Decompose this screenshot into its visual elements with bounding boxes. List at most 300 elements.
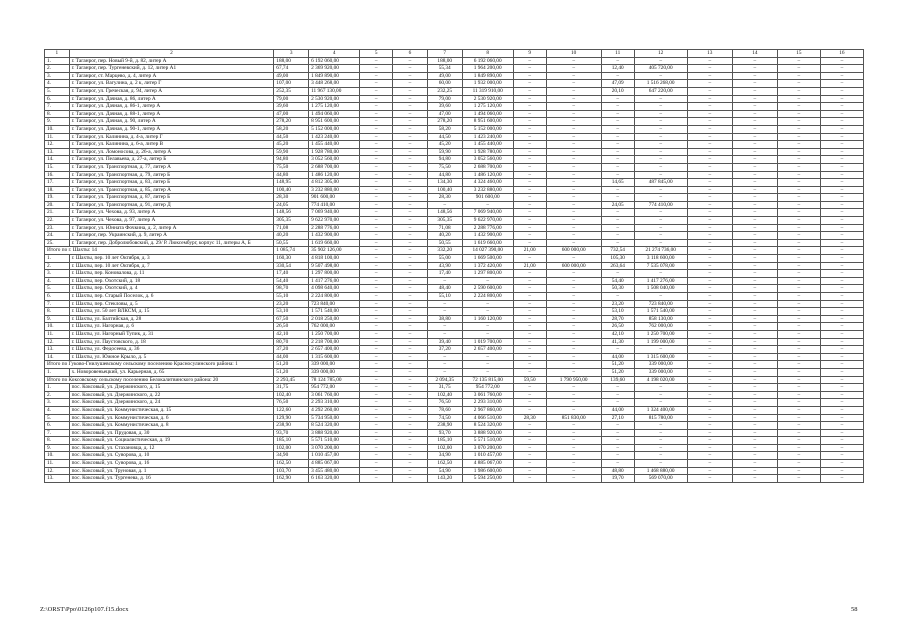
table-cell: – [634, 148, 687, 156]
table-cell: 44,50 [274, 133, 309, 141]
address-cell: г. Шахты, ул. 50 лет ВЛКСМ, д. 15 [69, 308, 274, 316]
table-cell: – [360, 384, 393, 392]
table-cell: 48,40 [427, 285, 462, 293]
address-cell: пос. Коксовый, ул. Дзержинского, д. 22 [69, 391, 274, 399]
table-cell: – [820, 87, 863, 95]
table-cell: 1 494 060,00 [462, 110, 513, 118]
address-cell: пос. Коксовый, ул. Суворова, д. 16 [69, 460, 274, 468]
table-cell: 762 000,00 [309, 323, 360, 331]
table-cell: – [820, 148, 863, 156]
address-cell: г. Таганрог, ул. Калинина, д. 6-а, литер В [69, 141, 274, 149]
table-cell: – [393, 255, 428, 263]
table-cell: 11 319 910,00 [462, 87, 513, 95]
table-cell: 185,10 [274, 437, 309, 445]
table-cell: – [687, 186, 732, 194]
table-cell: – [360, 72, 393, 80]
table-cell: 38,80 [427, 315, 462, 323]
table-cell: 47,09 [601, 80, 634, 88]
table-cell: – [732, 452, 777, 460]
page-number: 58 [851, 606, 858, 613]
table-cell: – [777, 171, 820, 179]
table-cell: – [513, 239, 546, 247]
table-cell: – [546, 293, 601, 301]
table-cell: 17,40 [274, 270, 309, 278]
table-cell: – [820, 475, 863, 483]
table-cell: – [513, 429, 546, 437]
table-cell: – [820, 315, 863, 323]
table-cell: – [393, 368, 428, 376]
table-cell: – [820, 293, 863, 301]
table-cell: 45,20 [427, 141, 462, 149]
table-cell: – [393, 186, 428, 194]
table-cell: – [777, 217, 820, 225]
table-cell: – [732, 315, 777, 323]
table-cell: 162,50 [274, 460, 309, 468]
table-cell: – [687, 368, 732, 376]
row-number: 4. [45, 277, 70, 285]
table-cell: – [393, 315, 428, 323]
table-cell: – [513, 285, 546, 293]
table-cell: – [732, 270, 777, 278]
row-number: 3. [45, 72, 70, 80]
table-cell: – [687, 429, 732, 437]
table-cell: – [634, 293, 687, 301]
table-row [45, 277, 864, 285]
table-cell: – [393, 308, 428, 316]
table-cell: – [777, 429, 820, 437]
table-cell: – [513, 346, 546, 354]
table-cell: 58,20 [427, 125, 462, 133]
table-cell: – [513, 133, 546, 141]
table-cell: 4 885 067,00 [462, 460, 513, 468]
header-cell: 11 [601, 50, 634, 58]
table-cell: 1 986 600,00 [462, 467, 513, 475]
table-cell: – [820, 308, 863, 316]
table-cell: 37,20 [427, 346, 462, 354]
table-cell: 8 951 600,00 [309, 118, 360, 126]
table-cell: – [546, 391, 601, 399]
table-cell: – [393, 194, 428, 202]
table-cell: – [687, 179, 732, 187]
table-cell: – [634, 95, 687, 103]
table-cell: 31,75 [274, 384, 309, 392]
table-cell: – [687, 201, 732, 209]
table-cell: 53,10 [274, 308, 309, 316]
table-cell: 1 928 780,00 [309, 148, 360, 156]
table-cell: 1 432 900,00 [309, 232, 360, 240]
header-cell: 3 [274, 50, 309, 58]
table-cell: – [732, 72, 777, 80]
table-cell: 55,10 [274, 293, 309, 301]
table-cell: – [513, 270, 546, 278]
table-row [45, 300, 864, 308]
table-row [45, 255, 864, 263]
table-cell: – [427, 368, 462, 376]
table-cell: – [732, 186, 777, 194]
table-cell: – [601, 72, 634, 80]
table-cell: 12,40 [601, 65, 634, 73]
table-cell: – [546, 209, 601, 217]
table-row [45, 406, 864, 414]
table-cell: – [687, 422, 732, 430]
table-cell: – [820, 179, 863, 187]
table-cell: 34,90 [274, 452, 309, 460]
address-cell: г. Таганрог, пер. Украинский, д. 9, литер А [69, 232, 274, 240]
table-cell: – [777, 452, 820, 460]
table-cell: – [820, 186, 863, 194]
table-cell: – [687, 467, 732, 475]
table-cell: – [634, 209, 687, 217]
table-cell: 3 070 200,00 [309, 444, 360, 452]
table-cell: 2 688 700,00 [462, 163, 513, 171]
table-cell: – [360, 247, 393, 255]
address-cell: г. Шахты, пер. Стекловы, д. 5 [69, 300, 274, 308]
table-cell: – [360, 262, 393, 270]
table-cell: – [777, 224, 820, 232]
table-cell: 1 571 540,00 [634, 308, 687, 316]
address-cell: г. Таганрог, ул. Транспортная, д. 83, литер Б [69, 179, 274, 187]
row-number: 18. [45, 186, 70, 194]
row-number: 21. [45, 209, 70, 217]
table-row [45, 65, 864, 73]
table-cell: – [546, 399, 601, 407]
table-cell: – [820, 384, 863, 392]
table-cell: – [513, 95, 546, 103]
table-cell: – [360, 232, 393, 240]
header-cell: 13 [687, 50, 732, 58]
table-cell: – [687, 103, 732, 111]
table-cell: – [820, 277, 863, 285]
table-cell: 2 967 860,00 [462, 406, 513, 414]
address-cell: г. Шахты, ул. Паустовского, д. 18 [69, 338, 274, 346]
table-cell: – [687, 194, 732, 202]
table-cell: – [732, 353, 777, 361]
table-cell: – [360, 163, 393, 171]
row-number: 9. [45, 444, 70, 452]
table-cell: 5 152 000,00 [462, 125, 513, 133]
table-cell: – [687, 217, 732, 225]
table-cell: 238,90 [427, 422, 462, 430]
table-cell: – [777, 232, 820, 240]
subtotal-row [45, 376, 864, 384]
row-number: 12. [45, 338, 70, 346]
table-cell: – [360, 201, 393, 209]
table-cell: – [634, 133, 687, 141]
table-cell: 60,00 [427, 80, 462, 88]
table-cell: – [687, 262, 732, 270]
table-cell: – [513, 156, 546, 164]
table-cell: – [732, 429, 777, 437]
table-cell: – [820, 133, 863, 141]
row-number: 7. [45, 103, 70, 111]
table-cell: – [513, 255, 546, 263]
table-cell: – [820, 346, 863, 354]
table-cell: 7 535 078,00 [634, 262, 687, 270]
table-cell: – [360, 171, 393, 179]
table-cell: 1 315 600,00 [309, 353, 360, 361]
table-cell: 71,08 [427, 224, 462, 232]
table-cell: 55,10 [427, 293, 462, 301]
row-number: 2. [45, 391, 70, 399]
table-cell: 5 571 510,00 [309, 437, 360, 445]
table-cell: 1 508 040,00 [634, 285, 687, 293]
table-cell: – [546, 224, 601, 232]
table-cell: 59,50 [513, 376, 546, 384]
table-cell: 6 192 060,00 [309, 57, 360, 65]
table-cell: – [462, 330, 513, 338]
table-cell: – [732, 330, 777, 338]
table-cell: – [546, 422, 601, 430]
table-cell: – [601, 224, 634, 232]
table-cell: 2 224 800,00 [462, 293, 513, 301]
table-cell: 5 594 250,00 [462, 475, 513, 483]
row-number: 8. [45, 308, 70, 316]
table-row [45, 141, 864, 149]
table-cell: – [393, 353, 428, 361]
table-cell: – [427, 277, 462, 285]
table-cell: – [732, 57, 777, 65]
row-number: 1. [45, 57, 70, 65]
table-cell: – [393, 384, 428, 392]
table-cell: – [360, 406, 393, 414]
table-cell: – [687, 125, 732, 133]
address-cell: г. Шахты, пер. Охотский, д. 18 [69, 277, 274, 285]
table-cell: 600 000,00 [546, 247, 601, 255]
table-cell: – [393, 103, 428, 111]
table-cell: 851 830,00 [546, 414, 601, 422]
table-cell: – [687, 87, 732, 95]
table-cell: – [732, 376, 777, 384]
table-cell: – [732, 239, 777, 247]
table-row [45, 323, 864, 331]
table-cell: 51,20 [601, 361, 634, 369]
table-cell: – [687, 330, 732, 338]
address-cell: г. Шахты, пер. 10 лет Октября, д. 3 [69, 255, 274, 263]
table-cell: – [427, 308, 462, 316]
table-cell: 80,70 [274, 338, 309, 346]
table-cell: – [777, 315, 820, 323]
table-cell: – [546, 232, 601, 240]
row-number: 19. [45, 194, 70, 202]
table-cell: 1 849 890,00 [309, 72, 360, 80]
table-cell: – [687, 247, 732, 255]
table-cell: 59,90 [427, 148, 462, 156]
table-cell: 75,50 [427, 163, 462, 171]
table-cell: – [777, 467, 820, 475]
table-row [45, 338, 864, 346]
row-number: 24. [45, 232, 70, 240]
table-row [45, 87, 864, 95]
table-cell: 901 600,00 [462, 194, 513, 202]
table-cell: – [687, 72, 732, 80]
table-cell: 23,20 [601, 300, 634, 308]
table-cell: 252,35 [274, 87, 309, 95]
table-cell: – [777, 300, 820, 308]
table-row [45, 429, 864, 437]
table-cell: – [393, 247, 428, 255]
row-number: 6. [45, 95, 70, 103]
table-cell: – [777, 186, 820, 194]
table-cell: – [393, 209, 428, 217]
table-row [45, 186, 864, 194]
table-cell: – [601, 133, 634, 141]
table-cell: – [360, 95, 393, 103]
table-cell: 263,64 [601, 262, 634, 270]
table-cell: 40,20 [427, 232, 462, 240]
table-cell: – [360, 224, 393, 232]
row-number: 5. [45, 87, 70, 95]
table-cell: – [732, 300, 777, 308]
address-cell: г. Таганрог, ул. Транспортная, д. 87, литер Б [69, 194, 274, 202]
table-cell: – [634, 346, 687, 354]
table-row [45, 444, 864, 452]
table-cell: 8 951 600,00 [462, 118, 513, 126]
table-cell: 28,30 [274, 194, 309, 202]
table-cell: 100,40 [274, 186, 309, 194]
table-row [45, 270, 864, 278]
row-number: 14. [45, 156, 70, 164]
table-cell: – [820, 406, 863, 414]
address-cell: пос. Коксовый, ул. Дзержинского, д. 15 [69, 384, 274, 392]
table-cell: – [634, 57, 687, 65]
table-cell: – [777, 156, 820, 164]
table-cell: – [820, 118, 863, 126]
table-cell: – [687, 460, 732, 468]
table-cell: – [393, 361, 428, 369]
table-cell: – [601, 422, 634, 430]
table-cell: – [687, 315, 732, 323]
table-cell: – [546, 110, 601, 118]
table-cell: – [820, 65, 863, 73]
table-cell: 3 061 760,00 [309, 391, 360, 399]
table-cell: – [687, 95, 732, 103]
table-cell: – [546, 467, 601, 475]
table-cell: – [513, 330, 546, 338]
table-cell: – [634, 186, 687, 194]
row-number: 25. [45, 239, 70, 247]
table-cell: 143,20 [427, 475, 462, 483]
row-number: 8. [45, 437, 70, 445]
table-cell: – [687, 277, 732, 285]
table-cell: 188,00 [427, 57, 462, 65]
table-cell: 19,70 [601, 475, 634, 483]
table-cell: – [513, 315, 546, 323]
table-cell: – [513, 293, 546, 301]
table-cell: 28,30 [513, 414, 546, 422]
table-cell: – [732, 346, 777, 354]
table-cell: – [360, 437, 393, 445]
table-cell: – [601, 118, 634, 126]
table-cell: – [393, 80, 428, 88]
table-cell: – [820, 353, 863, 361]
address-cell: пос. Коксовый, ул. Коммунистическая, д. 6 [69, 414, 274, 422]
table-cell: – [732, 65, 777, 73]
table-cell: – [462, 308, 513, 316]
table-cell: – [393, 376, 428, 384]
table-cell: 35 902 126,00 [309, 247, 360, 255]
table-row [45, 346, 864, 354]
table-cell: 129,90 [274, 414, 309, 422]
table-row [45, 460, 864, 468]
table-cell: – [513, 125, 546, 133]
header-row [45, 50, 864, 58]
table-cell: – [777, 293, 820, 301]
table-cell: – [687, 444, 732, 452]
table-cell: – [732, 209, 777, 217]
table-cell: – [634, 444, 687, 452]
table-cell: – [732, 87, 777, 95]
table-cell: – [546, 338, 601, 346]
address-cell: х. Новоровеньецкий, ул. Карьерная, д. 65 [69, 368, 274, 376]
table-cell: 3 232 880,00 [309, 186, 360, 194]
table-cell: – [360, 103, 393, 111]
table-cell: – [393, 217, 428, 225]
table-cell: – [777, 460, 820, 468]
table-cell: – [777, 57, 820, 65]
table-cell: 2 288 776,00 [462, 224, 513, 232]
address-cell: г. Таганрог, пер. Новый 9-й, д. 82, литер А [69, 57, 274, 65]
table-cell: 4 812 305,00 [309, 179, 360, 187]
header-cell: 4 [309, 50, 360, 58]
table-cell: 28,30 [427, 194, 462, 202]
table-cell: – [687, 391, 732, 399]
table-cell: – [732, 80, 777, 88]
table-cell: 3 232 880,00 [462, 186, 513, 194]
table-cell: – [732, 422, 777, 430]
table-cell: – [732, 255, 777, 263]
table-row [45, 422, 864, 430]
table-cell: – [732, 262, 777, 270]
table-cell: – [513, 444, 546, 452]
table-cell: 102,40 [274, 391, 309, 399]
table-cell: 49,00 [274, 72, 309, 80]
table-row [45, 194, 864, 202]
table-cell: 44,00 [601, 406, 634, 414]
table-cell: 21,00 [513, 262, 546, 270]
table-cell: 93,70 [274, 429, 309, 437]
table-cell: – [546, 353, 601, 361]
address-cell: г. Шахты, ул. Южное Крыло, д. 5 [69, 353, 274, 361]
table-cell: – [687, 376, 732, 384]
table-cell: – [546, 65, 601, 73]
table-cell: – [360, 293, 393, 301]
table-cell: 1 275 120,00 [309, 103, 360, 111]
table-cell: 2 657 400,00 [309, 346, 360, 354]
table-cell: – [687, 156, 732, 164]
table-cell: 148,95 [274, 179, 309, 187]
row-number: 13. [45, 346, 70, 354]
table-cell: – [360, 141, 393, 149]
table-cell: – [820, 232, 863, 240]
table-cell: 332,20 [427, 247, 462, 255]
table-cell: – [546, 201, 601, 209]
address-cell: г. Таганрог, ул. Чехова, д. 93, литер А [69, 209, 274, 217]
address-cell: г. Таганрог, пер. Тургеневский, д. 12, литер А1 [69, 65, 274, 73]
address-cell: г. Таганрог, ул. Дачная, д. 90-1, литер А [69, 125, 274, 133]
address-cell: г. Таганрог, ул. Вагулина, д. 2 к, литер Г [69, 80, 274, 88]
table-cell: 39,60 [427, 103, 462, 111]
table-cell: – [687, 300, 732, 308]
table-cell: 8 524 320,00 [309, 422, 360, 430]
table-cell: – [546, 133, 601, 141]
address-cell: пос. Коксовый, ул. Социалистическая, д. 19 [69, 437, 274, 445]
table-cell: – [360, 361, 393, 369]
table-row [45, 57, 864, 65]
table-cell: 59,90 [274, 148, 309, 156]
address-cell: пос. Коксовый, ул. Стахановца, д. 12 [69, 444, 274, 452]
table-cell: – [360, 300, 393, 308]
table-cell: 1 494 060,00 [309, 110, 360, 118]
